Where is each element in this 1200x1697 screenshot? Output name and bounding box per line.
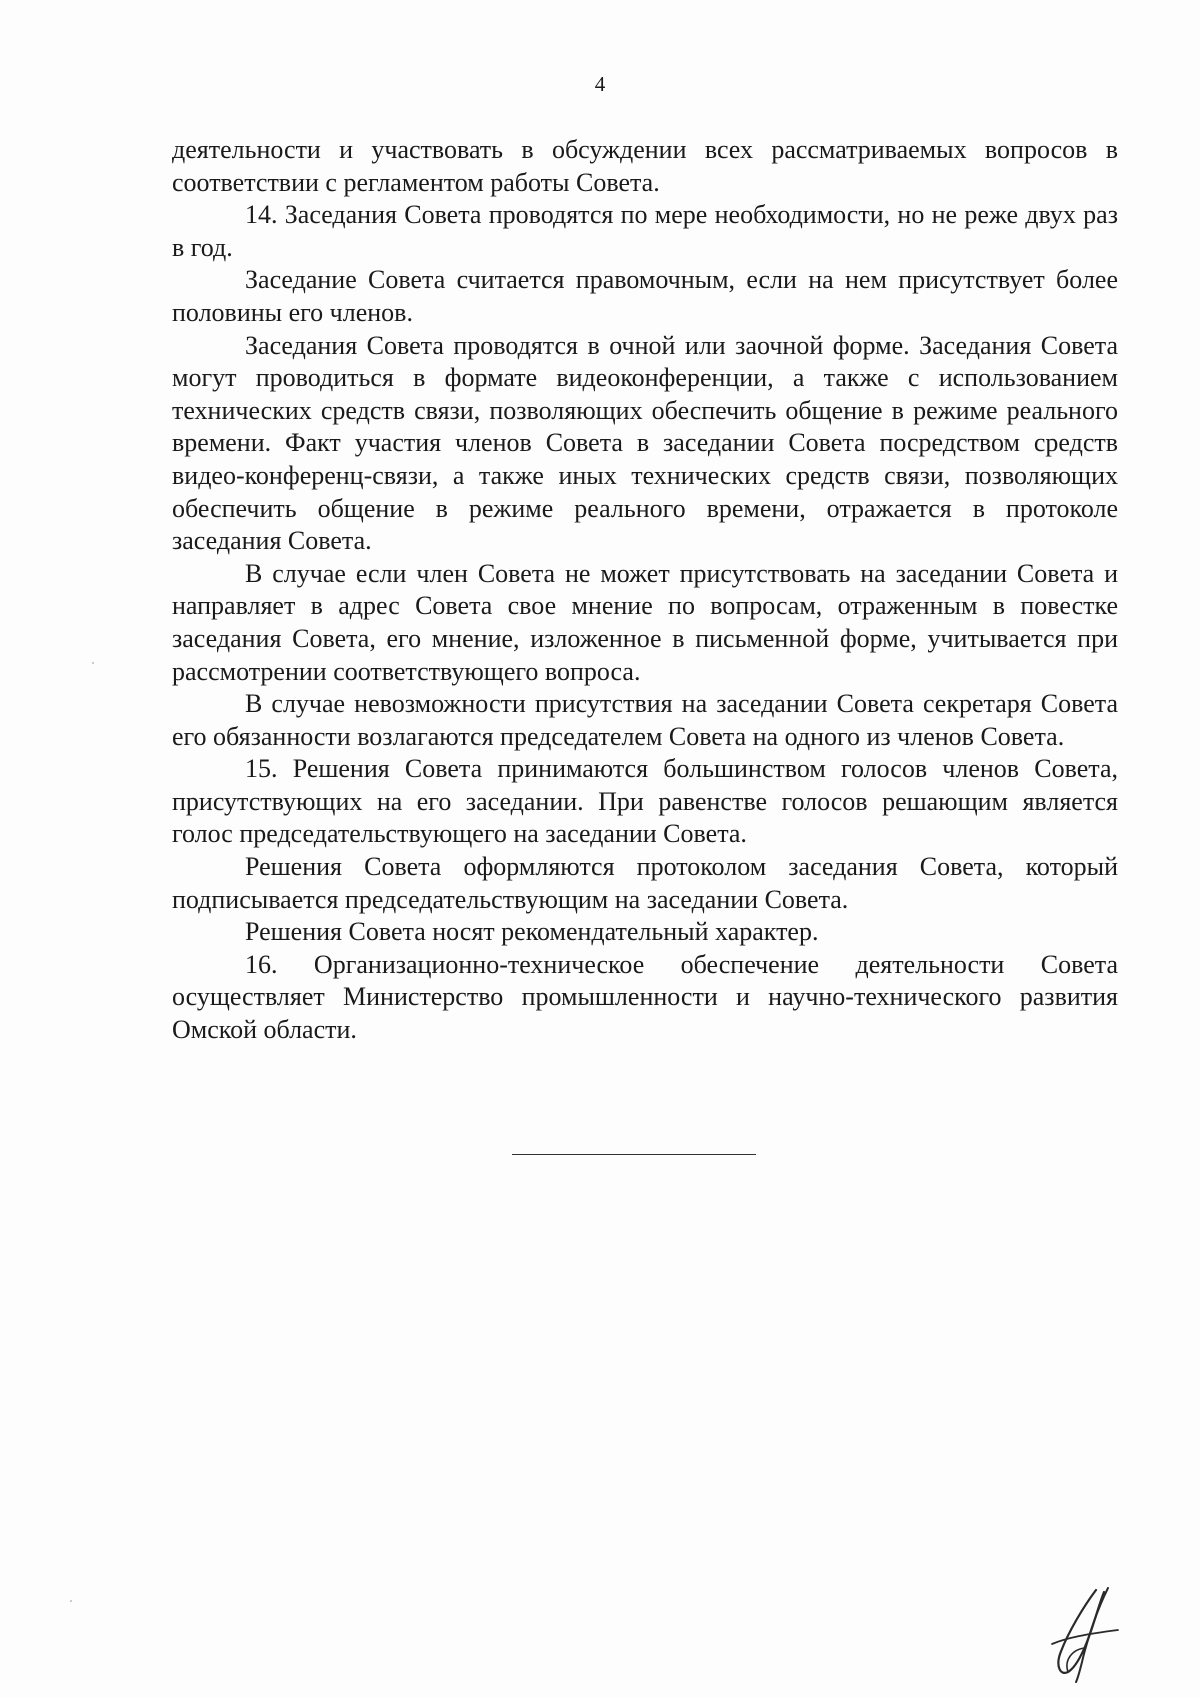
scan-speck [70,1600,72,1602]
paragraph-item-14: 14. Заседания Совета проводятся по мере необходимости, но не реже двух раз в год. [172,200,1118,262]
paragraph-protocol: Решения Совета оформляются протоколом заседания Совета, который подписывается председательствующим на заседании Совета. [172,852,1118,914]
paragraph-item-16: 16. Организационно-техническое обеспечение деятельности Совета осуществляет Министерство промышленности и научно-технического развития Омской области. [172,949,1118,1045]
paragraph-written-opinion: В случае если член Совета не может присутствовать на заседании Совета и направляет в адрес Совета свое мнение по вопросам, отраженным в повестке заседания Совета, его мнение, изложенное в письменной форме, учитывается при рассмотрении соответствующего вопроса. [172,558,1118,686]
document-body [172,134,1118,1047]
paragraph-continuation: деятельности и участвовать в обсуждении всех рассматриваемых вопросов в соответствии с регламентом работы Совета. [172,135,1118,197]
paragraph-secretary-absence: В случае невозможности присутствия на заседании Совета секретаря Совета его обязанности возлагаются председателем Совета на одного из членов Совета. [172,689,1118,751]
paragraph-item-15: 15. Решения Совета принимаются большинством голосов членов Совета, присутствующих на его заседании. При равенстве голосов решающим является голос председательствующего на заседании Совета. [172,754,1118,849]
closing-rule [512,1154,756,1155]
paragraph-meeting-format: Заседания Совета проводятся в очной или заочной форме. Заседания Совета могут проводиться в формате видеоконференции, а также с использованием технических средств связи, позволяющих обеспечить общение в режиме реального времени. Факт участия членов Совета в заседании Совета посредством средств видео-конференц-связи, а также иных технических средств связи, позволяющих обеспечить общение в режиме реального времени, отражается в протоколе заседания Совета. [172,330,1118,556]
paragraph-quorum: Заседание Совета считается правомочным, если на нем присутствует более половины его членов. [172,265,1118,327]
paragraph-recommendations: Решения Совета носят рекомендательный характер. [245,917,819,947]
signature-initials-icon [1038,1584,1124,1684]
page-number: 4 [594,72,606,96]
scan-speck [92,662,94,664]
